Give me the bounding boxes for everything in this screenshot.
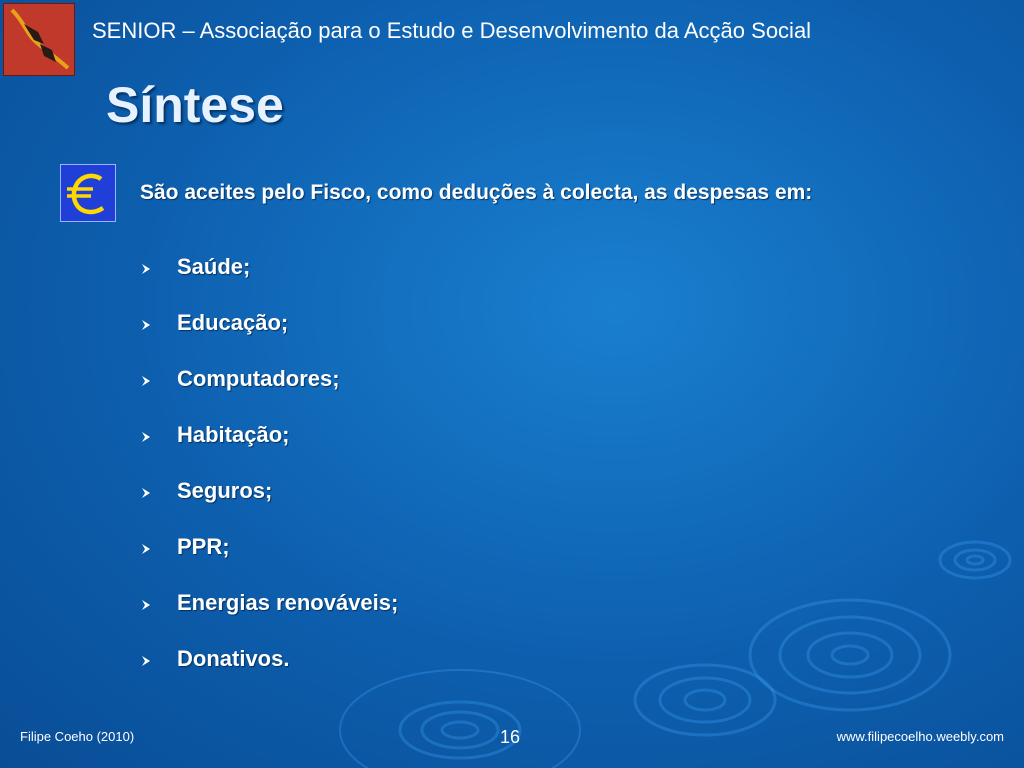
list-item-label: Habitação;: [177, 422, 290, 447]
intro-text: São aceites pelo Fisco, como deduções à colecta, as despesas em:: [140, 181, 813, 204]
arrow-bullet-icon: [140, 422, 177, 443]
arrow-bullet-icon: [140, 646, 177, 667]
list-item-label: PPR;: [177, 534, 230, 559]
list-item: [140, 254, 398, 310]
list-item: [140, 646, 398, 702]
arrow-bullet-icon: [140, 534, 177, 555]
list-item: [140, 590, 398, 646]
arrow-bullet-icon: [140, 310, 177, 331]
list-item: [140, 366, 398, 422]
arrow-bullet-icon: [140, 478, 177, 499]
organization-logo: [3, 3, 75, 76]
list-item: [140, 310, 398, 366]
slide-title: Síntese: [106, 77, 284, 133]
list-item-label: Seguros;: [177, 478, 273, 503]
list-item: [140, 534, 398, 590]
arrow-bullet-icon: [140, 254, 177, 275]
euro-icon: [60, 164, 116, 222]
list-item-label: Donativos.: [177, 646, 290, 671]
list-item-label: Saúde;: [177, 254, 251, 279]
list-item: [140, 422, 398, 478]
list-item: [140, 478, 398, 534]
arrow-bullet-icon: [140, 366, 177, 387]
list-item-label: Computadores;: [177, 366, 340, 391]
arrow-bullet-icon: [140, 590, 177, 611]
deductions-list: [140, 254, 398, 702]
page-number: 16: [500, 727, 521, 747]
list-item-label: Educação;: [177, 310, 289, 335]
list-item-label: Energias renováveis;: [177, 590, 399, 615]
footer-website: www.filipecoelho.weebly.com: [836, 729, 1004, 744]
footer-author: Filipe Coeho (2010): [20, 729, 135, 744]
header-organization: SENIOR – Associação para o Estudo e Desenvolvimento da Acção Social: [92, 18, 812, 43]
